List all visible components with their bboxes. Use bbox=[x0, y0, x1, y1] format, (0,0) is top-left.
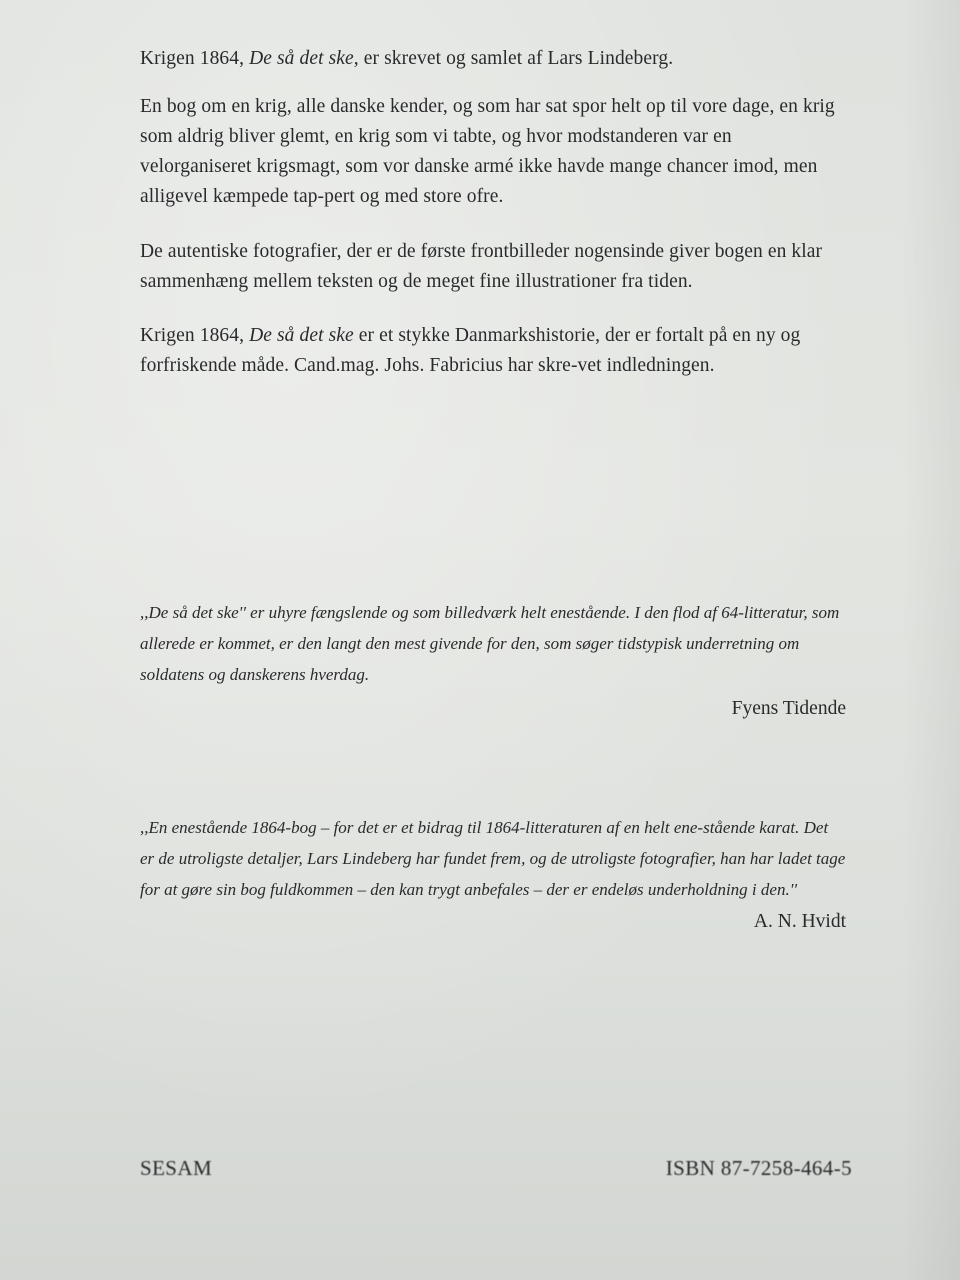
history-book-title: De så det ske bbox=[249, 325, 354, 346]
description-block bbox=[140, 44, 846, 403]
publisher-name: SESAM bbox=[140, 1156, 213, 1180]
review-source: A. N. Hvidt bbox=[753, 911, 846, 932]
war-description-paragraph: En bog om en krig, alle danske kender, og som har sat spor helt op til vore dage, en krig som aldrig bliver glemt, en krig som vi tabte, og hvor modstanderen var en velorganiseret krigsmagt, som vor danske armé ikke havde mange chancer imod, men alligevel kæmpede tap-pert og med store ofre. bbox=[140, 96, 835, 207]
history-text-end: er et stykke Danmarkshistorie, der er fortalt på en ny og forfriskende måde. Cand.mag. Johs. Fabricius har skre-vet indledningen. bbox=[140, 325, 801, 376]
intro-text-start: Krigen 1864, bbox=[140, 48, 250, 69]
review-fyens-tidende bbox=[140, 597, 846, 720]
photographs-paragraph: De autentiske fotografier, der er de første frontbilleder nogensinde giver bogen en klar sammenhæng mellem teksten og de meget fine illustrationer fra tiden. bbox=[140, 241, 823, 292]
history-text-start: Krigen 1864, bbox=[140, 325, 250, 346]
intro-book-title: De så det ske, bbox=[249, 48, 359, 69]
review-source: Fyens Tidende bbox=[731, 698, 846, 719]
review-hvidt bbox=[140, 812, 846, 933]
cover-footer bbox=[140, 1156, 852, 1181]
intro-text-end: er skrevet og samlet af Lars Lindeberg. bbox=[358, 48, 674, 69]
page-shadow bbox=[900, 0, 960, 1280]
isbn-number: ISBN 87-7258-464-5 bbox=[665, 1156, 852, 1180]
intro-paragraph bbox=[140, 44, 846, 74]
review-quote: ,,De så det ske'' er uhyre fængslende og som billedværk helt enestående. I den flod af 64-litteratur, som allerede er kommet, er den langt den mest givende for den, som søger tidstypisk underretning om soldatens og danskerens hverdag. bbox=[140, 603, 840, 684]
review-quote: ,,En enestående 1864-bog – for det er et bidrag til 1864-litteraturen af en helt ene-stående karat. Det er de utroligste detaljer, Lars Lindeberg har fundet frem, og de utroligste fotografier, han har ladet tage for at gøre sin bog fuldkommen – den kan trygt anbefales – der er endeløs underholdning i den.'' bbox=[140, 818, 846, 899]
history-paragraph bbox=[140, 321, 846, 381]
